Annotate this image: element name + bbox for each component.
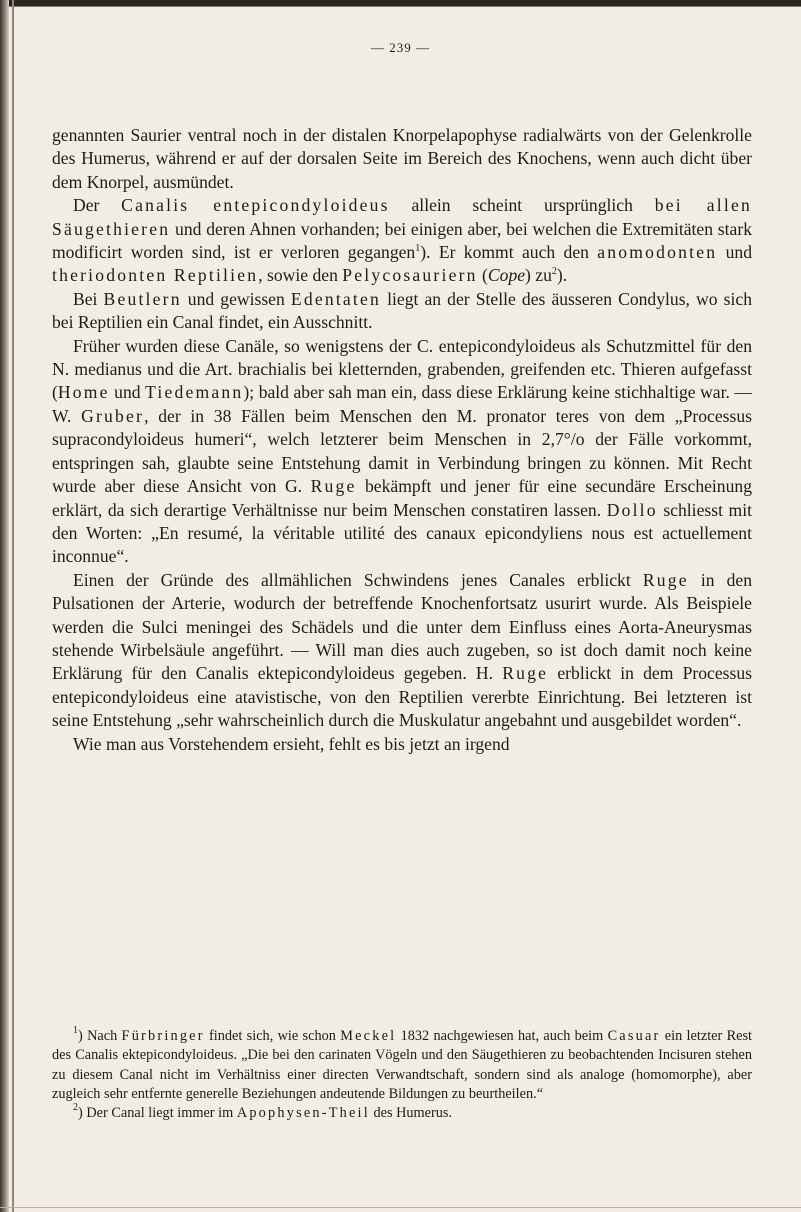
spaced-name: Casuar (607, 1028, 661, 1044)
spaced-name: Tiedemann (145, 382, 244, 403)
text-run: ein letzter Rest des Canalis ektepicondyloideus. „Die bei den carinaten Vögeln und den Säugethieren zu beobachtenden Incisuren stehen zu diesem Canal nicht im Verhältniss einer directen Verwandtschaft, sondern sind als analoge (homomorphe), aber zugleich sehr entfernte generelle Beziehungen andeutende Bildungen zu beurtheilen.“ (52, 1028, 752, 1102)
paragraph (52, 124, 752, 194)
text-run: genannten Saurier ventral noch in der distalen Knorpelapophyse radialwärts von der Gelenkrolle des Humerus, während er auf der dorsalen Seite im Bereich des Knochens, wenn auch dicht über dem Knorpel, ausmündet. (52, 125, 752, 192)
paragraph (52, 288, 752, 335)
text-run: ( (477, 265, 488, 286)
text-run: in den Pulsationen der Arterie, wodurch der betreffende Knochenfortsatz usurirt wurde. Als Beispiele werden die Sulci meningei des Schädels und die unter dem Einfluss eines Aorta-Aneurysmas stehende Wirbelsäule angeführt. — Will man dies auch zugeben, so ist doch damit noch keine Erklärung für den Canalis ektepicondyloideus gegeben. H. (52, 569, 752, 684)
text-run: Der (73, 195, 122, 216)
spaced-name: Ruge (502, 663, 549, 684)
text-run: des Humerus. (369, 1105, 453, 1122)
text-run: liegt an der Stelle des äusseren Condylus, wo sich bei Reptilien ein Canal findet, ein Ausschnitt. (52, 288, 752, 333)
text-run: ); bald aber sah man ein, dass diese Erklärung keine stichhaltige war. — W. (52, 382, 752, 426)
spaced-name: Fürbringer (121, 1028, 205, 1044)
footnote (52, 1027, 752, 1104)
text-run: Einen der Gründe des allmählichen Schwindens jenes Canales erblickt (73, 569, 643, 590)
text-run: und deren Ahnen vorhanden; bei einigen aber, bei welchen die Extremitäten stark modificirt worden sind, ist er verloren gegangen (52, 218, 752, 263)
spaced-name: Canalis entepicondyloideus (121, 195, 390, 216)
text-run: ) zu (525, 265, 552, 286)
spaced-name: Pelycosauriern (342, 265, 478, 286)
scan-top-rule (0, 6, 801, 7)
spaced-name: Edentaten (290, 288, 382, 309)
footnote-marker: 2 (73, 1102, 78, 1114)
text-run: erblickt in dem Processus entepicondyloideus eine atavistische, von den Reptilien vererbte Einrichtung. Bei letzteren ist seine Entstehung „sehr wahrscheinlich durch die Muskulatur angebahnt und ausgebildet worden“. (52, 663, 752, 731)
spaced-name: Beutlern (103, 288, 182, 309)
book-binding-line (12, 0, 14, 1212)
spaced-name: anomodonten (597, 242, 718, 263)
text-run: 1832 nachgewiesen hat, auch beim (396, 1028, 608, 1044)
text-run: und gewissen (181, 288, 291, 309)
footnote-marker: 2 (551, 266, 557, 278)
page-number: — 239 — (371, 40, 430, 55)
scan-bottom-edge (0, 1207, 801, 1208)
text-run: und (109, 382, 146, 403)
main-text (52, 124, 752, 756)
spaced-name: Meckel (340, 1028, 397, 1044)
paragraph (52, 733, 752, 756)
footnote (52, 1104, 752, 1123)
spaced-name: Gruber (81, 405, 145, 426)
text-run: Bei (73, 288, 104, 309)
text-run: ) Der Canal liegt immer im (78, 1105, 237, 1122)
text-run: findet sich, wie schon (204, 1028, 341, 1044)
text-run: , der in 38 Fällen beim Menschen den M. pronator teres von dem „Processus supracondyloideus humeri“, welch letzterer beim Menschen in 2,7°/o der Fälle vorkommt, entspringen sah, glaubte seine Entstehung damit in Verbindung bringen zu können. Mit Recht wurde aber diese Ansicht von G. (52, 405, 752, 497)
spaced-name: bei allen Säugethieren (52, 195, 752, 239)
footnote-marker: 1 (415, 243, 421, 255)
spaced-name: theriodonten Reptilien (52, 265, 259, 286)
text-run: allein scheint ursprünglich (389, 195, 655, 216)
spaced-name: Dollo (606, 499, 658, 520)
text-run: ) Nach (78, 1028, 122, 1044)
text-run: ). (556, 265, 568, 286)
text-run: Cope (487, 265, 526, 286)
spaced-name: Ruge (310, 476, 357, 497)
book-binding-shadow (0, 0, 9, 1212)
text-run: bekämpft und jener für eine secundäre Erscheinung erklärt, da sich derartige Verhältnisse nur beim Menschen constatiren lassen. (52, 476, 752, 520)
paragraph (52, 194, 752, 288)
paragraph (52, 569, 752, 733)
footnote-marker: 1 (73, 1025, 78, 1036)
spaced-name: Apophysen-Theil (236, 1105, 370, 1122)
text-run: Wie man aus Vorstehendem ersieht, fehlt es bis jetzt an irgend (73, 733, 510, 754)
text-run: und (717, 242, 752, 263)
paragraph (52, 335, 752, 569)
footnotes (52, 1027, 752, 1123)
text-run: , sowie den (258, 265, 343, 286)
spaced-name: Ruge (642, 569, 689, 590)
text-run: ). Er kommt auch den (420, 242, 598, 263)
spaced-name: Home (57, 382, 110, 403)
text-run: schliesst mit den Worten: „En resumé, la véritable utilité des canaux epicondyliens nous est actuellement inconnue“. (52, 499, 752, 567)
text-run: Früher wurden diese Canäle, so wenigstens der C. entepicondyloideus als Schutzmittel für den N. medianus und die Art. brachialis bei kletternden, grabenden, greifenden etc. Thieren aufgefasst ( (52, 335, 752, 403)
